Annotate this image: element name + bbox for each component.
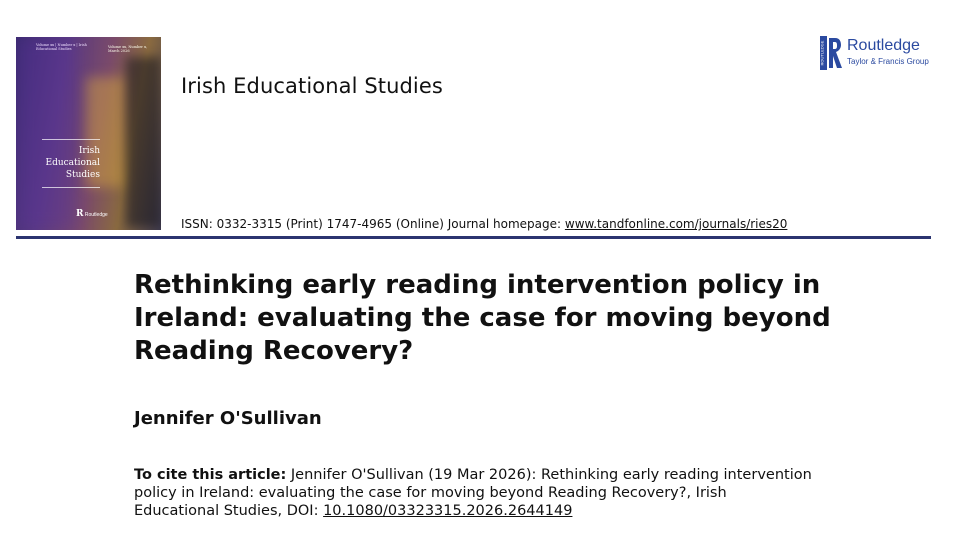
article-title: Rethinking early reading intervention policy in Ireland: evaluating the case for moving beyond Reading Recovery? bbox=[134, 270, 831, 366]
citation-label: To cite this article: bbox=[134, 467, 287, 483]
publisher-name: Routledge bbox=[847, 37, 920, 54]
cover-title: Irish Educational Studies bbox=[45, 146, 100, 180]
cover-publisher-logo: R Routledge bbox=[76, 209, 108, 219]
citation-block bbox=[134, 466, 814, 520]
issn-text: ISSN: 0332-3315 (Print) 1747-4965 (Online) Journal homepage: bbox=[181, 217, 565, 231]
routledge-r-icon bbox=[820, 36, 842, 70]
journal-title: Irish Educational Studies bbox=[181, 74, 443, 98]
logo-vertical-text: ROUTLEDGE bbox=[820, 40, 825, 66]
cover-header-left: Volume xx | Number x | Irish Educational Studies bbox=[36, 43, 87, 51]
cover-header-right: Volume xx, Number x, March 2026 bbox=[108, 45, 148, 53]
publisher-subtitle: Taylor & Francis Group bbox=[847, 57, 929, 66]
journal-cover-image bbox=[16, 37, 161, 230]
citation-text: Jennifer O'Sullivan (19 Mar 2026): Rethinking early reading intervention policy in Ireland: evaluating the case for moving beyond Reading Recovery?, Irish Educational Studies, DOI: bbox=[134, 467, 812, 519]
header-divider bbox=[16, 236, 931, 239]
journal-homepage-link[interactable]: www.tandfonline.com/journals/ries20 bbox=[564, 217, 788, 231]
article-author: Jennifer O'Sullivan bbox=[134, 408, 322, 429]
issn-line bbox=[181, 217, 787, 231]
doi-link[interactable]: 10.1080/03323315.2026.2644149 bbox=[323, 503, 573, 519]
